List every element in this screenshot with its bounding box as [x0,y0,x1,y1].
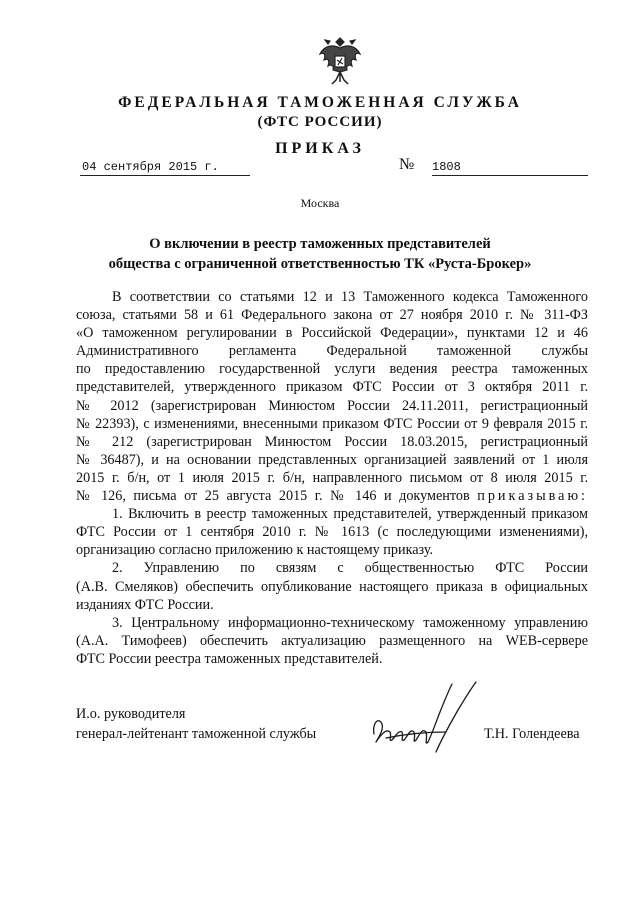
body-line: 2015 г. б/н, от 1 июля 2015 г. б/н, направленного письмом от 8 июля 2015 г. [76,469,588,486]
item-1-line: 1. Включить в реестр таможенных представителей, утвержденный приказом [112,506,588,523]
item-2-line: 2. Управлению по связям с общественностью ФТС России [112,560,588,577]
agency-name: ФЕДЕРАЛЬНАЯ ТАМОЖЕННАЯ СЛУЖБА [118,94,522,111]
handwritten-signature [366,676,484,762]
coat-of-arms-icon [316,36,364,88]
body-line: № 36487), и на основании представленных организацией заявлений от 1 июля [76,451,588,468]
body-line-text: № 126, письма от 25 августа 2015 г. № 146 и документов [76,488,470,505]
body-line: представителей, утвержденного приказом ФТС России от 3 октября 2011 г. [76,379,588,396]
body-line: № 2012 (зарегистрирован Минюстом России 24.11.2011, регистрационный [76,397,588,414]
document-title-line-1: О включении в реестр таможенных представителей [149,236,491,252]
item-2-line: (А.В. Смеляков) обеспечить опубликование настоящего приказа в официальных [76,578,588,595]
body-line: союза, статьями 58 и 61 Федерального закона от 27 ноября 2010 г. № 311-ФЗ [76,307,588,324]
order-number: 1808 [432,160,588,176]
document-body [76,288,588,668]
signer-position-line-1: И.о. руководителя [76,706,186,722]
body-line: по предоставлению государственной услуги ведения реестра таможенных [76,361,588,378]
document-title-line-2: общества с ограниченной ответственностью ТК «Руста-Брокер» [108,256,532,272]
agency-abbreviation: (ФТС РОССИИ) [257,114,383,130]
item-2-line: изданиях ФТС России. [76,596,214,613]
body-line: В соответствии со статьями 12 и 13 Таможенного кодекса Таможенного [112,289,588,305]
item-1-line: организацию согласно приложению к настоящему приказу. [76,542,434,559]
order-keyword: приказываю: [477,488,588,505]
signer-position-line-2: генерал-лейтенант таможенной службы [76,726,317,742]
body-line: «О таможенном регулировании в Российской Федерации», пунктами 12 и 46 [76,325,588,342]
order-date: 04 сентября 2015 г. [80,160,250,176]
item-1-line: ФТС России от 1 сентября 2010 г. № 1613 (с последующими изменениями), [76,524,588,541]
body-line: № 22393), с изменениями, внесенными приказом ФТС России от 9 февраля 2015 г. [76,415,588,432]
item-3-line: ФТС России реестра таможенных представителей. [76,650,383,667]
city: Москва [300,196,340,210]
number-sign: № [399,156,415,173]
item-3-line: (А.А. Тимофеев) обеспечить актуализацию размещенного на WEB-сервере [76,632,588,649]
signer-name: Т.Н. Голендеева [484,726,580,742]
item-3-line: 3. Центральному информационно-техническому таможенному управлению [112,614,588,631]
body-line: № 212 (зарегистрирован Минюстом России 18.03.2015, регистрационный [76,433,588,450]
body-line [76,487,588,505]
body-line: Административного регламента Федеральной таможенной службы [76,343,588,360]
document-type: ПРИКАЗ [275,140,365,157]
